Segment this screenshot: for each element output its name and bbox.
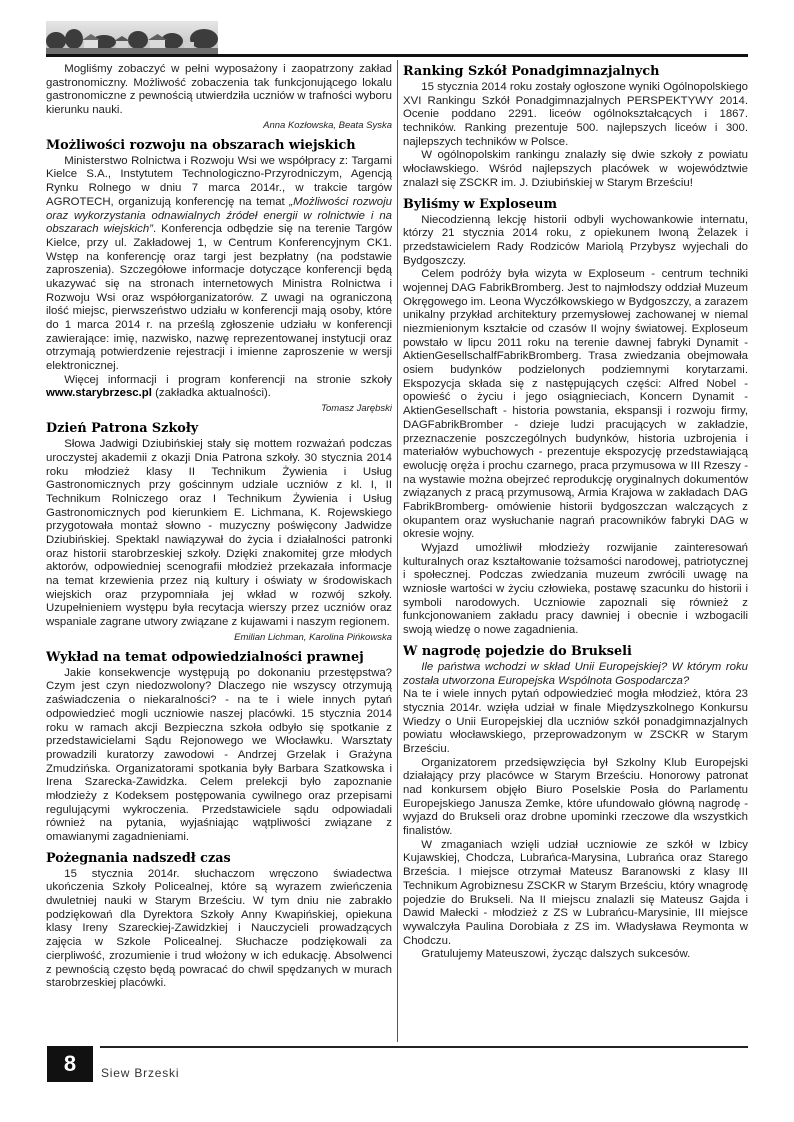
paragraph-text: . Konferencja odbędzie się na terenie Targów Kielce, przy ul. Zakładowej 1, w Centrum Konferencyjnym CK1. Wstęp na konferencję oraz targi jest bezpłatny (na podstawie zaproszenia). Szczegółowe informacje dotyczące konferencji będą ukazywać się na stronach internetowych Ministra Rolnictwa i Rozwoju Wsi oraz współorganizatorów. Z uwagi na ograniczoną ilość miejsc, pierwszeństwo udziału w konferencji mają osoby, które do 1 marca 2014 r. na prześlą zgłoszenie udziału w konferencji zawierające: imię, nazwisko, nazwę reprezentowanej instytucji oraz otrzymają potwierdzenie rejestracji i imienne zaproszenie w wersji elektronicznej. [46, 223, 392, 373]
right-column [403, 63, 748, 1039]
paragraph-text: Niecodzienną lekcję historii odbyli wychowankowie internatu, którzy 21 stycznia 2014 roku, z opiekunem Iwoną Żelazek i przedstawicielem Rady Rodziców Mariolą Przybysz wyjechali do Bydgoszczy. [403, 213, 748, 267]
paragraph [403, 268, 748, 542]
paragraph [46, 667, 392, 845]
paragraph-text: Ile państwa wchodzi w skład Unii Europejskiej? W którym roku została utworzona Europejska Wspólnota Gospodarcza? [403, 660, 748, 687]
article-legal-lecture [46, 650, 392, 845]
paragraph [403, 839, 748, 949]
article-byline: Emilian Lichman, Karolina Pińkowska [234, 631, 392, 643]
paragraph [46, 868, 392, 991]
paragraph [46, 438, 392, 630]
article-heading: Dzień Patrona Szkoły [46, 421, 199, 437]
paragraph [403, 81, 748, 149]
paragraph-lead-questions [403, 661, 748, 688]
paragraph-text: Jakie konsekwencje występują po dokonaniu przestępstwa? Czym jest czyn niedozwolony? Dlaczego nie wszyscy otrzymują zaświadczenia o niekaralności? - na te i wiele innych pytań odpowiedzieć mogli uczniowie naszej placówki. 15 stycznia 2014 roku w ramach akcji Bezpieczna szkoła odbyło się spotkanie z przedstawicielami Sądu Rejonowego we Włocławku. Warsztaty prowadzili kuratorzy zawodowi - Andrzej Grzelak i Grażyna Zmudzińska. Organizatorami spotkania były Barbara Szatkowska i Irena Szarecka-Zawidzka. Celem prelekcji było zapoznanie młodzieży z Kodeksem postępowania cywilnego oraz przepisami regulującymi wykroczenia. Przedstawiciele sądu odpowiadali również na pytania, wyjaśniając wątpliwości związane z omawianymi zagadnieniami. [46, 666, 392, 843]
article-exploseum [403, 197, 748, 638]
paragraph [403, 149, 748, 190]
paragraph-text: Organizatorem przedsięwzięcia był Szkolny Klub Europejski działający przy placówce w Starym Brześciu. Honorowy patronat nad konkursem objęło Biuro Poselskie Posła do Parlamentu Europejskiego Janusza Zemke, które ufundowało główną nagrodę - wyjazd do Brukseli oraz drobne upominki rzeczowe dla wszystkich finalistów. [403, 756, 748, 838]
article-heading: Możliwości rozwoju na obszarach wiejskich [46, 137, 356, 153]
paragraph-text: Mogliśmy zobaczyć w pełni wyposażony i zaopatrzony zakład gastronomiczny. Możliwość zobaczenia tak funkcjonującego lokalu gastronomiczne z pewnością utwierdziła uczniów w trafności wyboru kierunku nauki. [46, 63, 392, 117]
paragraph [403, 948, 748, 962]
paragraph-text: Wyjazd umożliwił młodzieży rozwijanie zainteresowań kulturalnych oraz kształtowanie tożsamości narodowej, patriotycznej i społecznej. Podczas zwiedzania muzeum zwrócili uwagę na wzniosłe wartości w życiu człowieka, postawę szacunku do historii i symboli narodowych. Uczniowie zapoznali się również z funkcjonowaniem zakładu pracy dawniej i obecnie i wzbogacili swoją wiedzę o nowe zagadnienia. [403, 542, 748, 637]
article-brussels-prize [403, 644, 748, 962]
conference-title: „Możliwości rozwoju oraz wykorzystania odnawialnych źródeł energii w rolnictwie i na obszarach wiejskich” [46, 195, 392, 236]
paragraph-text: 15 stycznia 2014r. słuchaczom wręczono świadectwa ukończenia Szkoły Policealnej, które są wyrazem zwieńczenia dwuletniej nauki w Starym Brześciu. W tym dniu nie zabrakło podziękowań dla Dyrektora Szkoły Anny Kwapińskiej, opiekuna klasy Ireny Szareckiej-Zawidzkiej i Nauczycieli prowadzących zajęcia w Szkole Policealnej. Słuchacze podziękowali za cierpliwość, zrozumienie i trud włożony w ich edukację. Absolwenci z pewnością często będą powracać do chwil spędzanych w murach starobrzeskiej placówki. [46, 867, 392, 990]
paragraph [403, 542, 748, 638]
paragraph-text: Celem podróży była wizyta w Exploseum - centrum techniki wojennej DAG FabrikBromberg. Jest to najmłodszy oddział Muzeum Okręgowego im. Leona Wyczółkowskiego w Bydgoszczy, a zarazem unikalny przykład architektury przemysłowej zachowanej w niemal niezmienionym kształcie od czasów II wojny światowej. Exploseum powstało w lipcu 2011 roku na terenie dawnej fabryki Dynamit - AktienGesellschalfFabrikBromberg. Trasa zwiedzania obejmowała osiem budynków podzielonych podziemnymi korytarzami. Ekspozycja składa się z następujących części: Alfred Nobel - opowieść o życiu i jego osiągnieciach, Koncern Dynamit - AktienGesellschaft - historia powstania, ekspansji i rozwoju firmy, DAGFabrikBromber - dzieje ludzi pracujących w zakładzie, przeznaczenie poszczególnych budynków, historia uzbrojenia i materiałów wybuchowych - prezentuje ekspozycję przedstawiającą ewolucję oręża i prochu czarnego, praca przymusowa w III Rzeszy - na wystawie można obejrzeć reprodukcję oryginalnych dokumentów związanych z pracą przymusową, Armia Krajowa w zakładach DAG FabrikBromberg- omówienie historii bydgoszczan walczących z okupantem oraz wysłuchanie nagrań pracowników fabryki DAG w okresie wojny. [403, 268, 748, 541]
article-heading: Wykład na temat odpowiedzialności prawnej [46, 649, 364, 665]
header-photo [46, 21, 218, 54]
paragraph-text: W zmaganiach wzięli udział uczniowie ze szkół w Izbicy Kujawskiej, Chodcza, Lubrańca-Marysina, Lubrańca oraz Starego Brześcia. I miejsce otrzymał Mateusz Baranowski z klasy III Technikum Agrobiznesu ZSCKR w Starym Brześciu, który wnagrodę pojedzie do Brukseli. Na II miejscu znalazli się Mateusz Gajda i Dawid Małecki - młodzież z ZS w Lubrańcu-Marysinie, III miejsce wywalczyła Paulina Dorobiała z ZS im. Władysława Reymonta w Chodczu. [403, 838, 748, 947]
paragraph [46, 63, 392, 118]
paragraph-text: W ogólnopolskim rankingu znalazły się dwie szkoły z powiatu włocławskiego. Wśród najlepszych placówek w województwie znalazł się ZSCKR im. J. Dziubińskiej w Starym Brześciu! [403, 149, 748, 189]
paragraph-text: Więcej informacji i program konferencji na stronie szkoły [64, 373, 392, 386]
paragraph [46, 374, 392, 401]
article-rural-development [46, 138, 392, 415]
article-heading: W nagrodę pojedzie do Brukseli [403, 643, 632, 659]
article-heading: Byliśmy w Exploseum [403, 196, 557, 212]
column-divider [397, 60, 398, 1042]
paragraph-text: Ministerstwo Rolnictwa i Rozwoju Wsi we współpracy z: Targami Kielce S.A., Instytutem Technologiczno-Przyrodniczym, Agencją Rynku Rolnego w dniu 7 marca 2014r., w trakcie targów AGROTECH, organizują konferencję na temat [46, 154, 392, 208]
paragraph [46, 155, 392, 374]
article-byline: Tomasz Jarębski [321, 403, 392, 415]
school-website-url: www.starybrzesc.pl [46, 387, 152, 400]
paragraph-text: Na te i wiele innych pytań odpowiedzieć mogła młodzież, która 23 stycznia 2014r. wzięła udział w finale Międzyszkolnego Konkursu Wiedzy o Unii Europejskiej dla uczniów szkół ponadgimnazjalnych powiatu włocławskiego, przeprowadzonym w ZSCKR w Starym Brześciu. [403, 688, 748, 755]
publication-title: Siew Brzeski [101, 1066, 180, 1080]
paragraph-text: 15 stycznia 2014 roku zostały ogłoszone wyniki Ogólnopolskiego XVI Rankingu Szkół Ponadgimnazjalnych PERSPEKTYWY 2014. Ocenie poddano 2291. liceów ogólnokształcących i 1867. techników. Ranking prezentuje 500. najlepszych liceów i 300. najlepszych techników w Polsce. [403, 81, 748, 148]
paragraph-text: Słowa Jadwigi Dziubińskiej stały się mottem rozważań podczas uroczystej akademii z okazji Dnia Patrona szkoły. 30 stycznia 2014 roku młodzież klasy II Technikum Żywienia i Usług Gastronomicznych przy gościnnym udziale uczniów z kl. I, II Technikum Rolniczego oraz I Technikum Żywienia i Usług Gastronomicznych pod kierunkiem E. Lichmana, K. Rojewskiego przygotowała montaż słowno - muzyczny poświęcony Jadwidze Dziubińskiej. Spektakl nawiązywał do życia i działalności patronki oraz historii starobrzeskiej szkoły. Dzięki znakomitej grze młodych aktorów, odpowiedniej scenografii młodzież przekazała informacje na temat krzewienia przez nią kultury i oświaty w środowiskach wiejskich oraz przypomniała jej wkład w rozwój szkoły. Uzupełnieniem występu była recytacja wierszy przez uczniów oraz wspaniale zagrane utwory związane z kujawami i naszym regionem. [46, 438, 392, 629]
article-farewell [46, 851, 392, 991]
article-heading: Ranking Szkół Ponadgimnazjalnych [403, 64, 660, 79]
footer-rule [100, 1046, 748, 1048]
paragraph [403, 688, 748, 756]
paragraph [403, 757, 748, 839]
article-school-ranking [403, 64, 748, 191]
article-heading: Pożegnania nadszedł czas [46, 850, 231, 866]
header-rule [46, 54, 748, 57]
paragraph-text: (zakładka aktualności). [151, 387, 271, 400]
article-patron-day [46, 421, 392, 644]
paragraph-text: Gratulujemy Mateuszowi, życząc dalszych sukcesów. [421, 948, 691, 961]
article-byline: Anna Kozłowska, Beata Syska [263, 119, 392, 131]
left-column [46, 63, 392, 1039]
page-number: 8 [47, 1046, 93, 1082]
article-gastronomy-visit [46, 63, 392, 132]
paragraph [403, 214, 748, 269]
